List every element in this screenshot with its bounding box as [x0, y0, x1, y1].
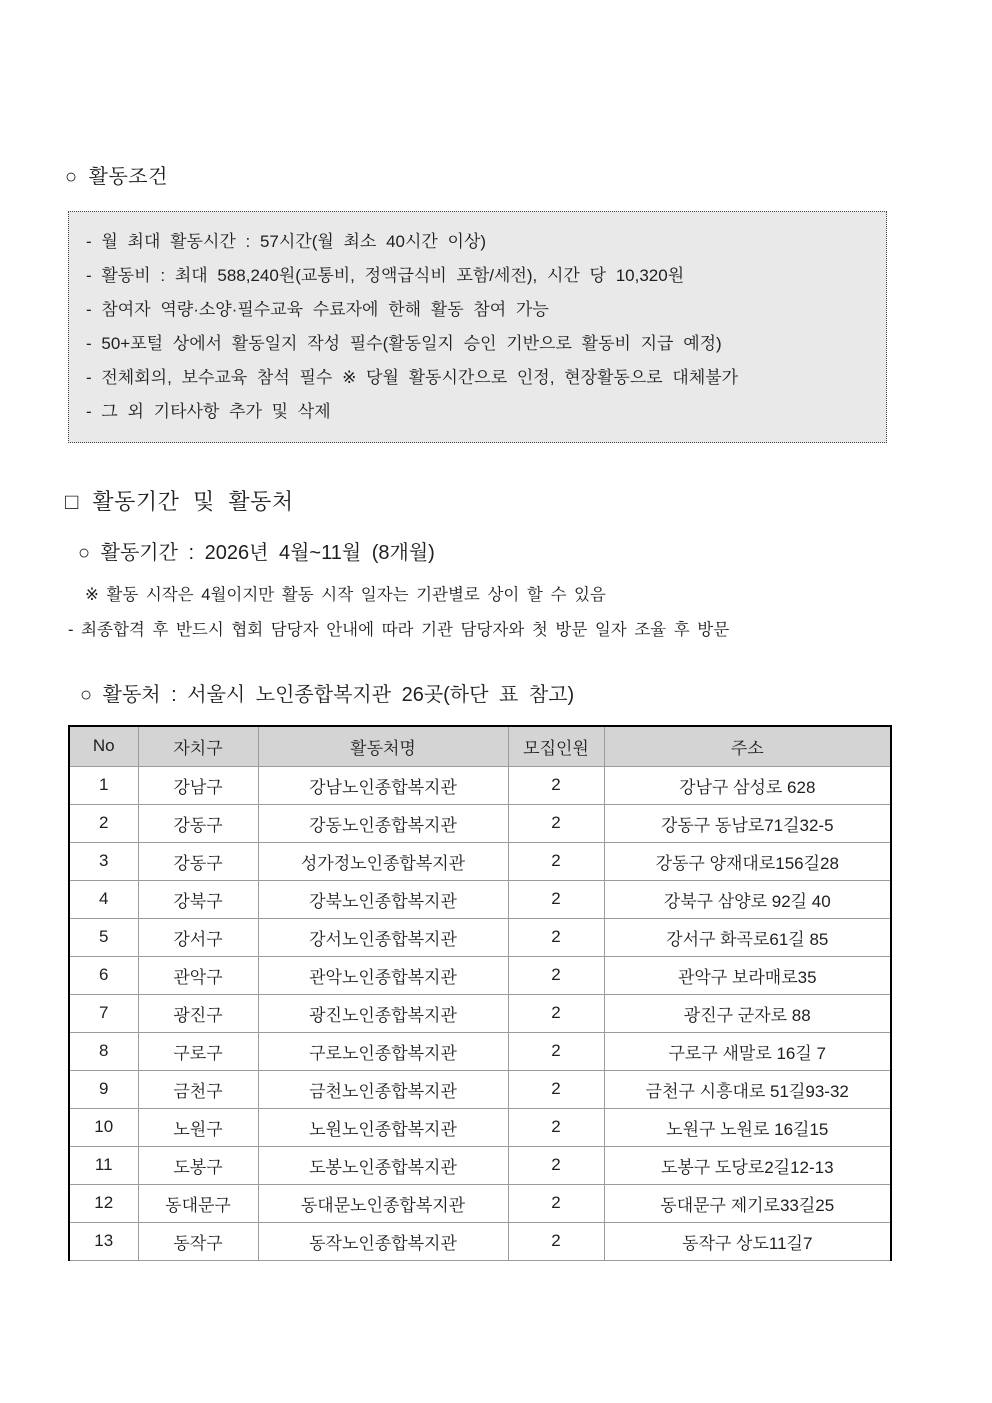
col-header-address: 주소	[604, 726, 891, 766]
table-row	[69, 880, 891, 918]
table-cell-address: 동대문구 제기로33길25	[604, 1184, 891, 1222]
table-cell-center: 광진노인종합복지관	[258, 994, 508, 1032]
table-cell-address: 강동구 양재대로156길28	[604, 842, 891, 880]
table-cell-no: 2	[69, 804, 138, 842]
col-header-center: 활동처명	[258, 726, 508, 766]
table-cell-district: 동대문구	[138, 1184, 258, 1222]
table-cell-address: 강동구 동남로71길32-5	[604, 804, 891, 842]
table-row	[69, 804, 891, 842]
table-cell-center: 강북노인종합복지관	[258, 880, 508, 918]
table-cell-district: 동작구	[138, 1222, 258, 1260]
table-row	[69, 956, 891, 994]
table-row	[69, 766, 891, 804]
table-cell-no: 7	[69, 994, 138, 1032]
table-cell-district: 강남구	[138, 766, 258, 804]
table-cell-district: 강동구	[138, 804, 258, 842]
table-cell-quota: 2	[508, 994, 604, 1032]
table-cell-quota: 2	[508, 956, 604, 994]
table-header-row	[69, 726, 891, 766]
table-cell-quota: 2	[508, 842, 604, 880]
table-cell-no: 12	[69, 1184, 138, 1222]
table-cell-no: 9	[69, 1070, 138, 1108]
condition-item: - 50+포털 상에서 활동일지 작성 필수(활동일지 승인 기반으로 활동비 지급 예정)	[86, 334, 722, 353]
table-cell-quota: 2	[508, 918, 604, 956]
table-row	[69, 918, 891, 956]
table-cell-center: 강동노인종합복지관	[258, 804, 508, 842]
table-cell-quota: 2	[508, 1070, 604, 1108]
period-section-title: □ 활동기간 및 활동처	[65, 489, 294, 514]
table-cell-address: 강북구 삼양로 92길 40	[604, 880, 891, 918]
conditions-box	[68, 211, 887, 443]
table-row	[69, 1222, 891, 1260]
table-cell-no: 13	[69, 1222, 138, 1260]
table-cell-center: 강남노인종합복지관	[258, 766, 508, 804]
table-cell-address: 광진구 군자로 88	[604, 994, 891, 1032]
condition-item: - 전체회의, 보수교육 참석 필수 ※ 당월 활동시간으로 인정, 현장활동으로 대체불가	[86, 368, 739, 387]
table-cell-district: 광진구	[138, 994, 258, 1032]
table-cell-address: 강남구 삼성로 628	[604, 766, 891, 804]
table-row	[69, 1184, 891, 1222]
table-cell-quota: 2	[508, 804, 604, 842]
table-cell-no: 5	[69, 918, 138, 956]
table-row	[69, 1146, 891, 1184]
activity-location-line: ○ 활동처 : 서울시 노인종합복지관 26곳(하단 표 참고)	[80, 684, 575, 706]
table-cell-district: 노원구	[138, 1108, 258, 1146]
condition-item: - 그 외 기타사항 추가 및 삭제	[86, 402, 331, 421]
period-note-start: ※ 활동 시작은 4월이지만 활동 시작 일자는 기관별로 상이 할 수 있음	[85, 586, 606, 604]
col-header-district: 자치구	[138, 726, 258, 766]
condition-item: - 활동비 : 최대 588,240원(교통비, 정액급식비 포함/세전), 시간 당 10,320원	[86, 266, 685, 285]
condition-item: - 참여자 역량·소양·필수교육 수료자에 한해 활동 참여 가능	[86, 300, 549, 319]
table-cell-address: 도봉구 도당로2길12-13	[604, 1146, 891, 1184]
table-cell-no: 4	[69, 880, 138, 918]
table-row	[69, 994, 891, 1032]
table-cell-address: 노원구 노원로 16길15	[604, 1108, 891, 1146]
table-cell-center: 관악노인종합복지관	[258, 956, 508, 994]
table-cell-district: 구로구	[138, 1032, 258, 1070]
table-cell-quota: 2	[508, 766, 604, 804]
table-cell-district: 강북구	[138, 880, 258, 918]
table-cell-center: 노원노인종합복지관	[258, 1108, 508, 1146]
table-cell-center: 구로노인종합복지관	[258, 1032, 508, 1070]
table-cell-no: 11	[69, 1146, 138, 1184]
locations-table	[68, 725, 892, 1261]
table-row	[69, 1032, 891, 1070]
condition-item: - 월 최대 활동시간 : 57시간(월 최소 40시간 이상)	[86, 232, 487, 251]
table-cell-no: 6	[69, 956, 138, 994]
table-row	[69, 842, 891, 880]
col-header-no: No	[69, 726, 138, 766]
table-cell-address: 금천구 시흥대로 51길93-32	[604, 1070, 891, 1108]
table-cell-district: 강서구	[138, 918, 258, 956]
table-cell-district: 도봉구	[138, 1146, 258, 1184]
table-cell-center: 동대문노인종합복지관	[258, 1184, 508, 1222]
table-cell-district: 관악구	[138, 956, 258, 994]
table-cell-address: 구로구 새말로 16길 7	[604, 1032, 891, 1070]
table-cell-quota: 2	[508, 880, 604, 918]
table-cell-district: 금천구	[138, 1070, 258, 1108]
locations-table-body	[69, 766, 891, 1260]
table-cell-no: 10	[69, 1108, 138, 1146]
period-note-visit: - 최종합격 후 반드시 협회 담당자 안내에 따라 기관 담당자와 첫 방문 일자 조율 후 방문	[68, 621, 730, 639]
table-cell-quota: 2	[508, 1222, 604, 1260]
table-cell-no: 3	[69, 842, 138, 880]
conditions-section-title: ○ 활동조건	[65, 166, 168, 188]
activity-period-line: ○ 활동기간 : 2026년 4월~11월 (8개월)	[78, 542, 435, 564]
table-cell-center: 동작노인종합복지관	[258, 1222, 508, 1260]
table-cell-quota: 2	[508, 1184, 604, 1222]
table-cell-no: 8	[69, 1032, 138, 1070]
table-cell-center: 도봉노인종합복지관	[258, 1146, 508, 1184]
table-cell-district: 강동구	[138, 842, 258, 880]
table-cell-no: 1	[69, 766, 138, 804]
table-cell-address: 강서구 화곡로61길 85	[604, 918, 891, 956]
col-header-quota: 모집인원	[508, 726, 604, 766]
table-cell-address: 관악구 보라매로35	[604, 956, 891, 994]
table-cell-quota: 2	[508, 1032, 604, 1070]
table-cell-address: 동작구 상도11길7	[604, 1222, 891, 1260]
table-cell-center: 강서노인종합복지관	[258, 918, 508, 956]
table-cell-center: 금천노인종합복지관	[258, 1070, 508, 1108]
table-row	[69, 1108, 891, 1146]
table-cell-quota: 2	[508, 1146, 604, 1184]
table-cell-quota: 2	[508, 1108, 604, 1146]
table-row	[69, 1070, 891, 1108]
table-cell-center: 성가정노인종합복지관	[258, 842, 508, 880]
